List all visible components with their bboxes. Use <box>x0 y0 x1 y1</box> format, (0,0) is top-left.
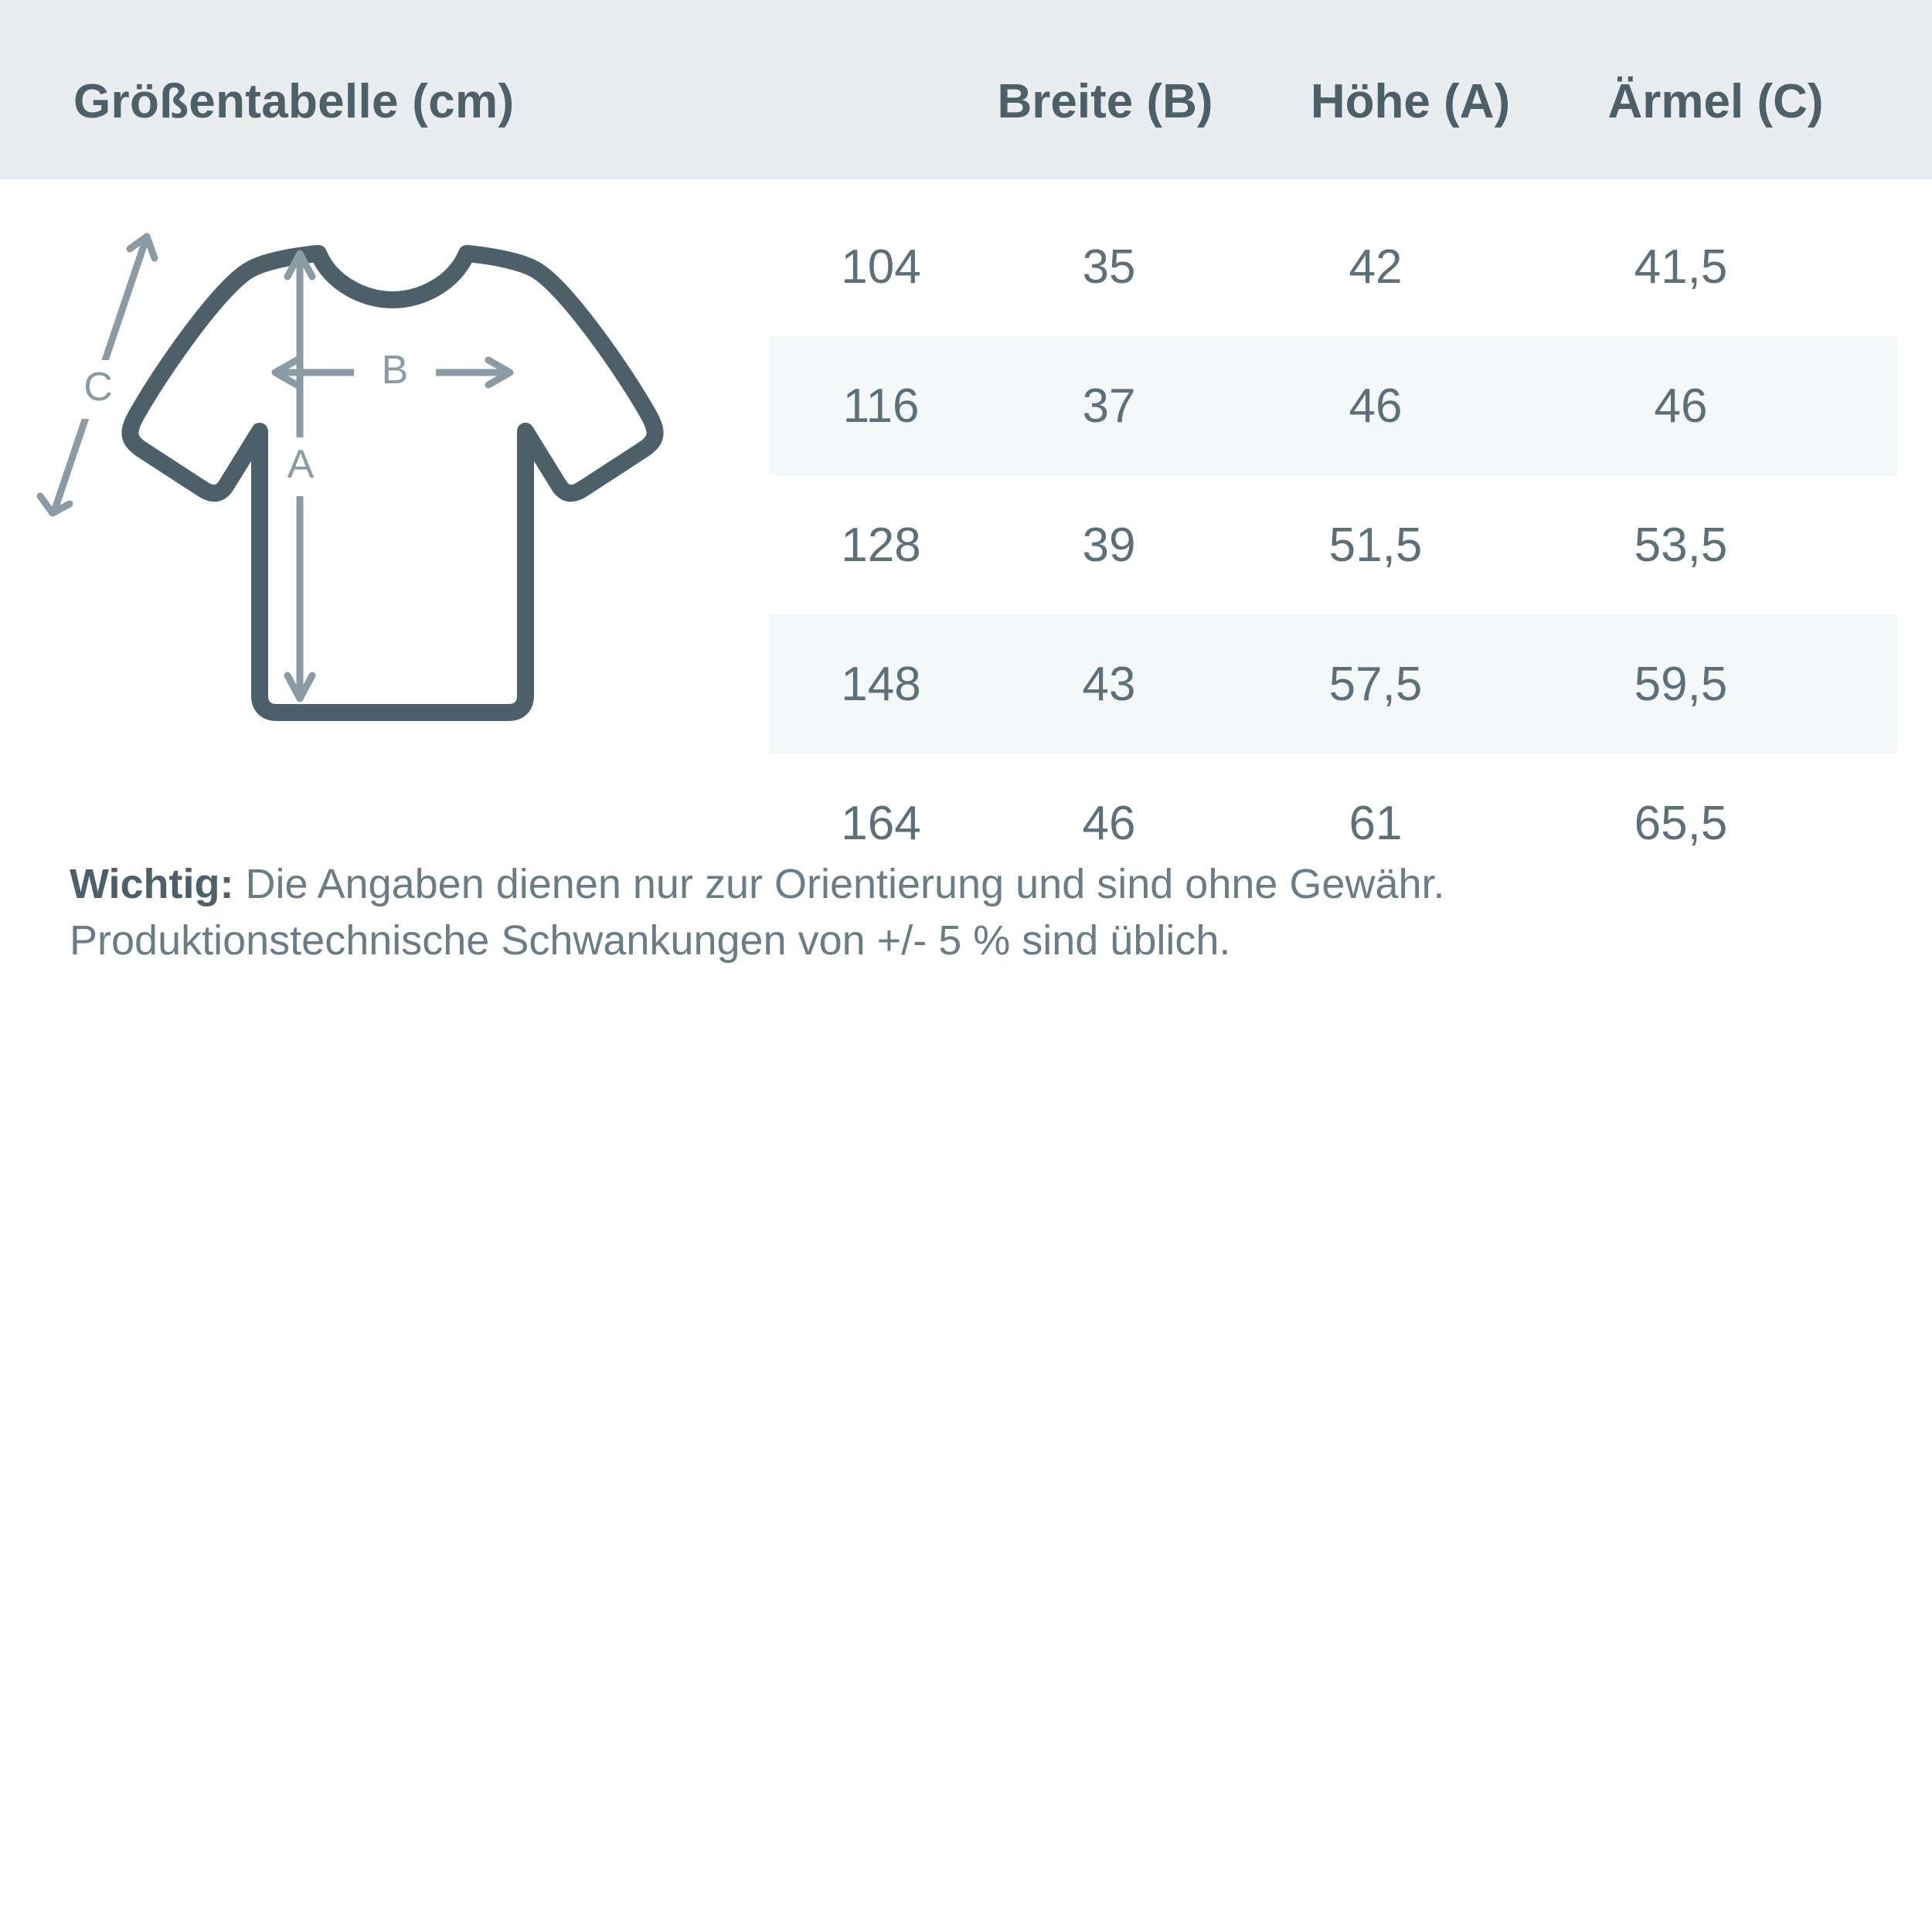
cell-sleeve: 46 <box>1654 379 1708 433</box>
disclaimer-label: Wichtig: <box>70 861 234 907</box>
garment-illustration <box>31 209 773 781</box>
table-row <box>769 336 1897 475</box>
cell-width: 37 <box>1082 379 1136 433</box>
cell-sleeve: 59,5 <box>1634 657 1728 711</box>
cell-size: 164 <box>841 796 921 850</box>
table-row <box>769 614 1897 753</box>
size-table <box>769 197 1897 893</box>
cell-size: 116 <box>842 379 920 433</box>
cell-height: 42 <box>1349 240 1403 294</box>
dimension-label-c: C <box>83 365 113 410</box>
cell-width: 46 <box>1082 796 1136 850</box>
dimension-label-a: A <box>287 442 315 487</box>
cell-height: 57,5 <box>1328 657 1423 711</box>
cell-sleeve: 65,5 <box>1634 796 1728 850</box>
cell-height: 46 <box>1349 379 1403 433</box>
column-header-width: Breite (B) <box>997 75 1213 128</box>
cell-sleeve: 53,5 <box>1634 518 1728 572</box>
column-header-height: Höhe (A) <box>1310 75 1511 128</box>
page-title: Größentabelle (cm) <box>73 75 515 128</box>
disclaimer-text: Die Angaben dienen nur zur Orientierung und sind ohne Gewähr. Produktionstechnische Schwankungen von +/- 5 % sind üblich. <box>70 861 1445 964</box>
table-row <box>769 475 1897 614</box>
cell-width: 43 <box>1082 657 1136 711</box>
cell-width: 39 <box>1082 518 1136 572</box>
longsleeve-shirt-icon <box>130 253 655 713</box>
cell-height: 51,5 <box>1328 518 1423 572</box>
cell-sleeve: 41,5 <box>1634 240 1728 294</box>
disclaimer-note <box>70 856 1862 969</box>
cell-size: 104 <box>841 240 921 294</box>
dimension-label-b: B <box>381 348 409 393</box>
cell-size: 128 <box>841 518 921 572</box>
table-row <box>769 197 1897 336</box>
cell-width: 35 <box>1082 240 1136 294</box>
column-header-sleeve: Ärmel (C) <box>1607 75 1824 128</box>
cell-height: 61 <box>1349 796 1403 850</box>
column-headers <box>951 74 1889 129</box>
cell-size: 148 <box>841 657 921 711</box>
